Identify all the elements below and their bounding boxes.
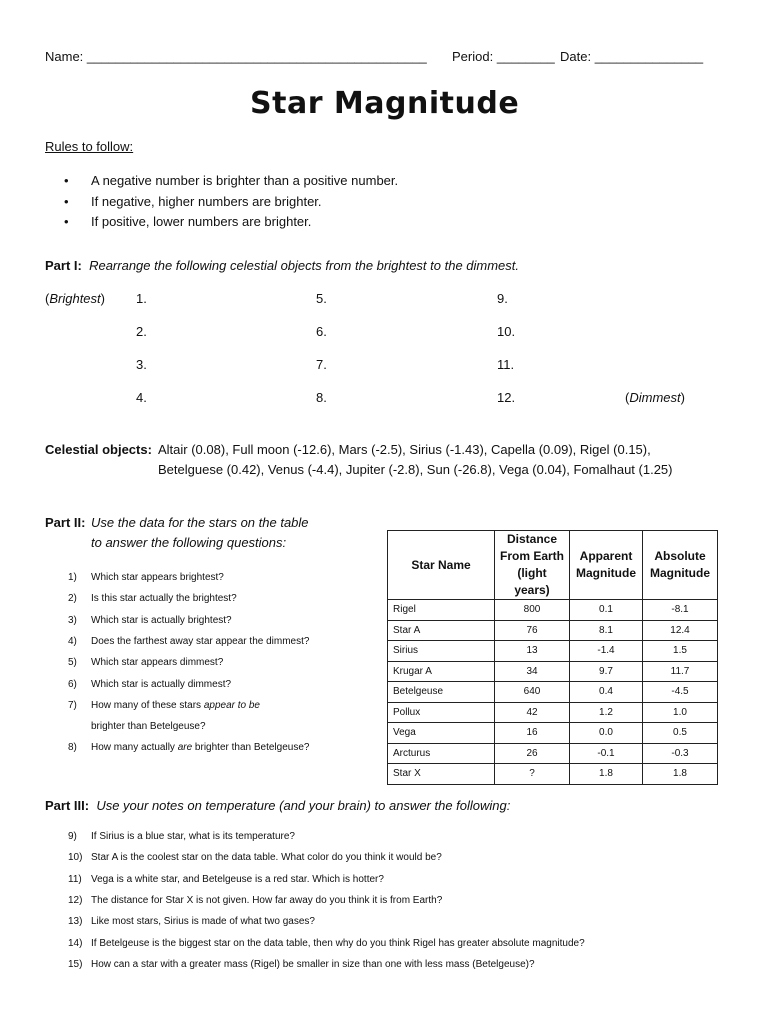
question-number: 6) <box>68 678 77 690</box>
table-cell: Betelgeuse <box>388 682 495 703</box>
question-number: 11) <box>68 873 82 885</box>
question-number: 3) <box>68 614 77 626</box>
question-number: 4) <box>68 635 77 647</box>
question-number: 5) <box>68 657 77 669</box>
table-cell: 0.0 <box>570 723 643 744</box>
col-header: Absolute Magnitude <box>643 531 718 600</box>
table-cell: -0.1 <box>570 743 643 764</box>
date-blank: _______________ <box>594 49 704 64</box>
table-cell: -0.3 <box>643 743 718 764</box>
question-text: If Sirius is a blue star, what is its temperature? <box>91 831 295 842</box>
table-cell: Sirius <box>388 641 495 662</box>
question-text-part: brighter than Betelgeuse? <box>91 721 206 733</box>
part2-instruction-1: Use the data for the stars on the table <box>91 515 309 530</box>
table-cell: Arcturus <box>388 743 495 764</box>
page-title: Star Magnitude <box>250 86 520 121</box>
question-text: Star A is the coolest star on the data table. What color do you think it would be? <box>91 852 442 864</box>
table-cell: Krugar A <box>388 661 495 682</box>
question-text <box>91 742 309 753</box>
rule-item: A negative number is brighter than a positive number. <box>91 173 399 188</box>
dimmest-label: (Dimmest) <box>625 390 685 405</box>
question-number: 7) <box>68 699 77 711</box>
question-number: 2) <box>68 593 77 605</box>
table-row <box>388 620 718 641</box>
rank-number: 1. <box>136 291 147 306</box>
celestial-line-2: Betelguese (0.42), Venus (-4.4), Jupiter (-2.8), Sun (-26.8), Vega (0.04), Fomalhaut (1.25) <box>158 462 673 477</box>
period-label: Period: <box>452 49 494 64</box>
table-cell: Star A <box>388 620 495 641</box>
part1-instruction: Rearrange the following celestial objects from the brightest to the dimmest. <box>89 258 520 273</box>
table-cell: 800 <box>495 600 570 621</box>
rank-number: 9. <box>497 291 508 306</box>
question-number: 14) <box>68 937 83 949</box>
table-cell: 1.2 <box>570 702 643 723</box>
rules-heading: Rules to follow: <box>45 139 134 154</box>
table-cell: Star X <box>388 764 495 785</box>
question-text <box>91 721 206 732</box>
question-text-part: How many of these stars <box>91 699 204 711</box>
question-text-part: How many actually <box>91 742 178 754</box>
question-text-part: Which star appears brightest? <box>91 572 224 583</box>
table-cell: -1.4 <box>570 641 643 662</box>
period-field[interactable] <box>452 49 555 64</box>
name-blank: _______________________________________________ <box>86 49 427 64</box>
question-text: How can a star with a greater mass (Rigel) be smaller in size than one with less mass (Betelgeuse)? <box>91 958 535 970</box>
question-text <box>91 679 231 690</box>
bullet-icon: • <box>64 193 69 209</box>
table-cell: 1.0 <box>643 702 718 723</box>
rank-number: 7. <box>316 357 327 372</box>
question-text: Like most stars, Sirius is made of what two gases? <box>91 916 315 928</box>
rank-number: 5. <box>316 291 327 306</box>
table-row <box>388 661 718 682</box>
name-field[interactable] <box>45 49 427 64</box>
part2-label: Part II: <box>45 515 86 530</box>
question-number: 8) <box>68 742 77 754</box>
question-text-part: Which star is actually dimmest? <box>91 678 232 690</box>
table-cell: 16 <box>495 723 570 744</box>
col-header: Distance From Earth (light years) <box>495 531 570 600</box>
bullet-icon: • <box>64 214 69 229</box>
question-emphasis: appear to be <box>203 699 260 711</box>
table-cell: Pollux <box>388 702 495 723</box>
question-number: 12) <box>68 894 83 906</box>
question-number: 15) <box>68 958 83 970</box>
table-cell: 1.5 <box>643 641 718 662</box>
table-cell: 11.7 <box>643 661 718 682</box>
part1-heading <box>45 258 519 273</box>
question-text-part: Is this star actually the brightest? <box>91 593 237 605</box>
table-cell: 12.4 <box>643 620 718 641</box>
table-cell: 0.5 <box>643 723 718 744</box>
rank-number: 6. <box>316 324 327 339</box>
table-cell: 1.8 <box>643 764 718 785</box>
col-header: Star Name <box>388 531 495 600</box>
part3-label: Part III: <box>45 798 90 813</box>
table-row <box>388 764 718 785</box>
rule-item: If positive, lower numbers are brighter. <box>91 214 312 229</box>
rank-number: 8. <box>316 390 327 405</box>
question-text-part: Does the farthest away star appear the dimmest? <box>91 635 310 647</box>
bullet-icon: • <box>64 173 69 188</box>
question-text-part: Which star is actually brightest? <box>91 614 232 626</box>
part2-instruction-2: to answer the following questions: <box>91 535 287 550</box>
celestial-line-1: Altair (0.08), Full moon (-12.6), Mars (-2.5), Sirius (-1.43), Capella (0.09), Rigel (0.15), <box>158 442 651 457</box>
table-row <box>388 600 718 621</box>
question-number: 10) <box>68 852 83 864</box>
table-cell: 13 <box>495 641 570 662</box>
rank-number: 11. <box>497 357 515 372</box>
question-text <box>91 657 223 668</box>
rule-item: If negative, higher numbers are brighter. <box>91 193 322 209</box>
table-row <box>388 641 718 662</box>
question-text: Vega is a white star, and Betelgeuse is a red star. Which is hotter? <box>91 873 384 885</box>
question-text-part: Which star appears dimmest? <box>91 657 224 669</box>
col-header: Apparent Magnitude <box>570 531 643 600</box>
part3-heading <box>45 798 510 813</box>
date-label: Date: <box>560 49 592 64</box>
rank-number: 4. <box>136 390 147 405</box>
rank-number: 2. <box>136 324 147 339</box>
question-number: 1) <box>68 572 77 583</box>
question-text <box>91 593 237 604</box>
question-text-part: brighter than Betelgeuse? <box>192 742 310 754</box>
brightest-label: (Brightest) <box>45 291 105 306</box>
table-cell: 640 <box>495 682 570 703</box>
table-cell: 34 <box>495 661 570 682</box>
question-emphasis: are <box>177 742 193 754</box>
table-row <box>388 702 718 723</box>
rank-number: 10. <box>497 324 516 339</box>
rank-number: 3. <box>136 357 147 372</box>
star-data-table <box>387 530 718 785</box>
question-text <box>91 572 224 583</box>
table-cell: 42 <box>495 702 570 723</box>
table-row <box>388 743 718 764</box>
question-number: 9) <box>68 831 77 842</box>
question-text <box>91 636 309 647</box>
table-cell: -4.5 <box>643 682 718 703</box>
table-cell: 8.1 <box>570 620 643 641</box>
table-cell: 0.1 <box>570 600 643 621</box>
period-blank: ________ <box>496 49 555 64</box>
question-text: If Betelgeuse is the biggest star on the data table, then why do you think Rigel has greater absolute magnitude? <box>91 937 585 949</box>
rank-number: 12. <box>497 390 516 405</box>
question-text <box>91 700 260 711</box>
date-field[interactable] <box>560 49 703 64</box>
table-cell: Rigel <box>388 600 495 621</box>
question-text: The distance for Star X is not given. How far away do you think it is from Earth? <box>91 894 443 906</box>
part3-instruction: Use your notes on temperature (and your brain) to answer the following: <box>96 798 511 813</box>
name-label: Name: <box>45 49 84 64</box>
table-cell: Vega <box>388 723 495 744</box>
table-row <box>388 682 718 703</box>
table-cell: 1.8 <box>570 764 643 785</box>
part1-label: Part I: <box>45 258 82 273</box>
table-cell: 76 <box>495 620 570 641</box>
question-text <box>91 615 232 626</box>
table-row <box>388 723 718 744</box>
table-cell: 26 <box>495 743 570 764</box>
table-cell: 9.7 <box>570 661 643 682</box>
table-cell: 0.4 <box>570 682 643 703</box>
question-number: 13) <box>68 916 83 928</box>
table-cell: ? <box>495 764 570 785</box>
table-cell: -8.1 <box>643 600 718 621</box>
celestial-label: Celestial objects: <box>45 442 152 457</box>
